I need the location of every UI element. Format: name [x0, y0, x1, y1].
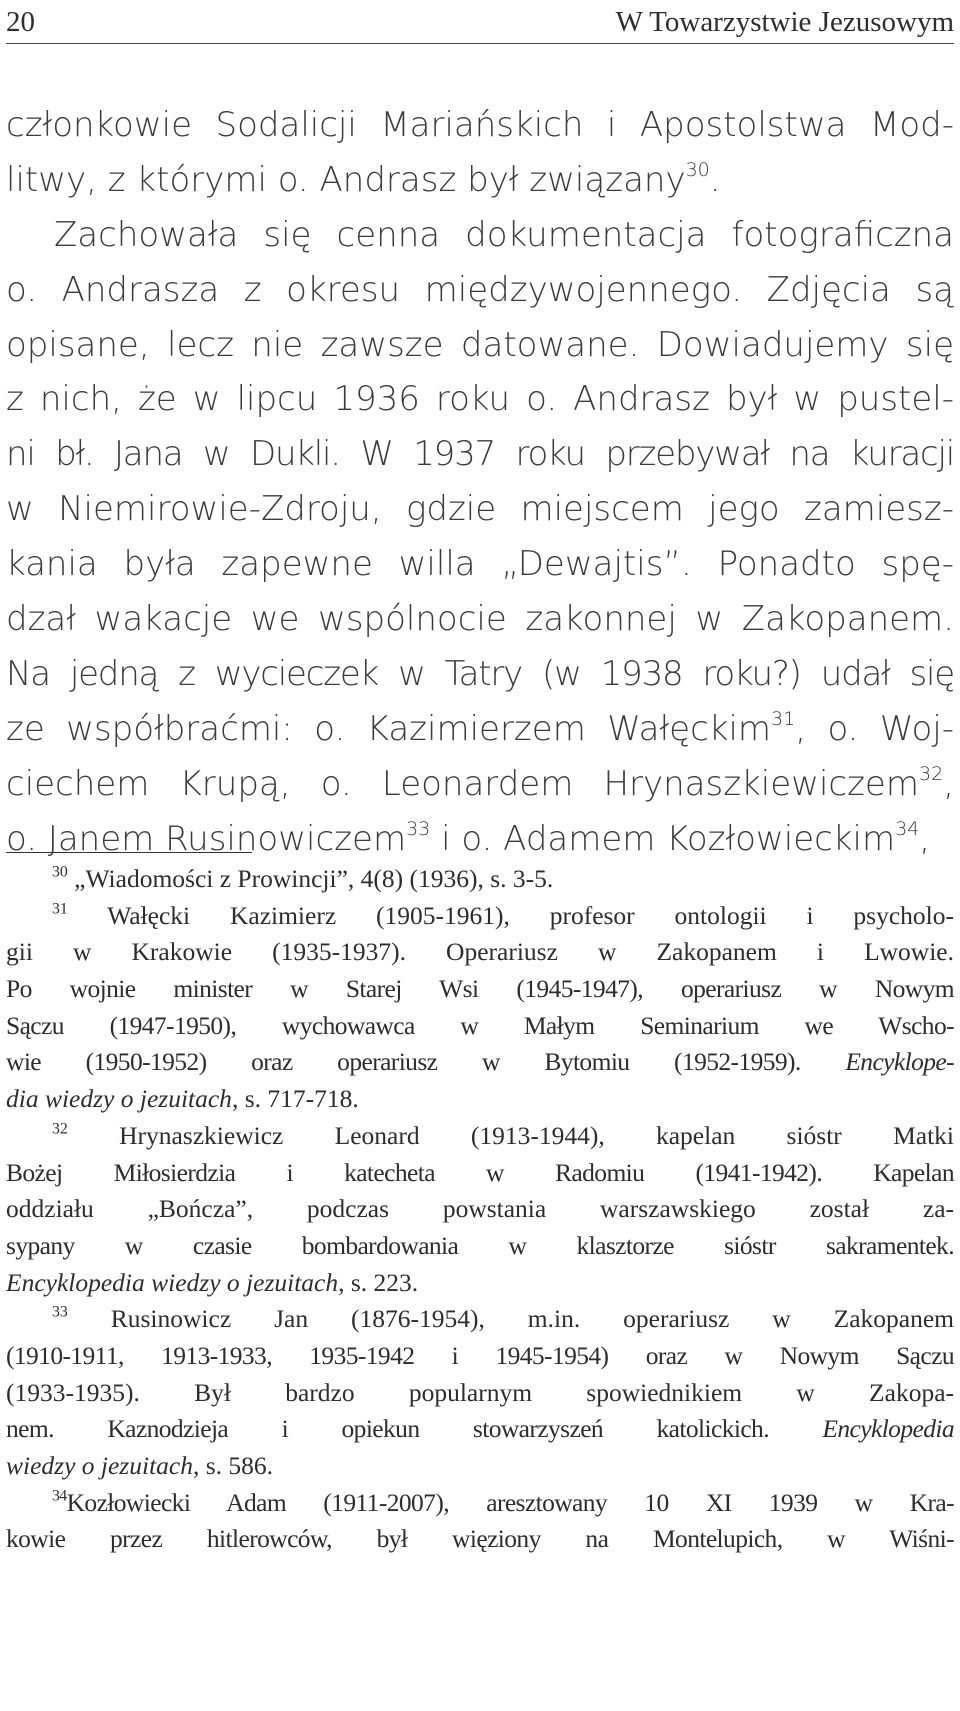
text-line: członkowie Sodalicji Mariańskich i Apostolstwa Mod-: [6, 105, 954, 145]
footnote-32: $^{32}$ Hrynaszkiewicz Leonard (1913-1944), kapelan sióstr Matki: [52, 1120, 954, 1150]
footnote-30: $^{30}$ „Wiadomości z Prowincji”, 4(8) (1936), s. 3-5.: [52, 863, 554, 893]
footnote-31: $^{31}$ Wałęcki Kazimierz (1905-1961), profesor ontologii i psycholo-: [52, 900, 954, 930]
main-text: [6, 98, 954, 866]
text-line: dzał wakacje we wspólnocie zakonnej w Zakopanem.: [6, 599, 954, 640]
footnote-line: Po wojnie minister w Starej Wsi (1945-1947), operariusz w Nowym: [6, 974, 954, 1004]
footnote-ref: 34: [895, 817, 920, 840]
text-line: Zachowała się cenna dokumentacja fotograficzna: [54, 214, 954, 255]
footnote-line: gii w Krakowie (1935-1937). Operariusz w Zakopanem i Lwowie.: [6, 937, 954, 967]
text-line: o. Andrasza z okresu międzywojennego. Zdjęcia są: [6, 269, 954, 310]
footnote-line: Sączu (1947-1950), wychowawca w Małym Seminarium we Wscho-: [6, 1010, 954, 1040]
footnote-line: nem. Kaznodzieja i opiekun stowarzyszeń katolickich. Encyklopedia: [6, 1414, 954, 1444]
text-line: ze współbraćmi: o. Kazimierzem Wałęckim$^{31}$, o. Woj-: [6, 707, 954, 749]
footnote-number: 33: [52, 1303, 68, 1321]
text-line: opisane, lecz nie zawsze datowane. Dowiadujemy się: [6, 324, 954, 365]
text-line: ni bł. Jana w Dukli. W 1937 roku przebywał na kuracji: [6, 434, 954, 475]
footnote-ref: 33: [406, 817, 431, 840]
running-header: [6, 0, 954, 40]
header-rule: [6, 43, 954, 44]
footnote-number: 32: [52, 1120, 68, 1138]
footnote-number: 31: [52, 900, 68, 918]
page-number: 20: [6, 6, 35, 38]
footnotes: [6, 861, 954, 1558]
footnote-line: wiedzy o jezuitach, s. 586.: [6, 1451, 274, 1480]
footnote-33: $^{33}$ Rusinowicz Jan (1876-1954), m.in. operariusz w Zakopanem: [52, 1303, 954, 1334]
footnote-line: kowie przez hitlerowców, był więziony na Montelupich, w Wiśni-: [6, 1524, 954, 1554]
text-line: Na jedną z wycieczek w Tatry (w 1938 roku?) udał się: [6, 653, 954, 694]
footnote-separator: [6, 852, 252, 853]
footnote-line: wie (1950-1952) oraz operariusz w Bytomiu (1952-1959). Encyklope-: [6, 1047, 954, 1077]
text-line: w Niemirowie-Zdroju, gdzie miejscem jego zamiesz-: [6, 489, 954, 530]
footnote-line: Encyklopedia wiedzy o jezuitach, s. 223.: [6, 1267, 419, 1297]
footnote-ref: 32: [918, 762, 944, 785]
footnote-line: (1910-1911, 1913-1933, 1935-1942 i 1945-1954) oraz w Nowym Sączu: [6, 1340, 954, 1370]
footnote-ref: 31: [771, 707, 796, 730]
footnote-ref: 30: [685, 158, 710, 181]
text-line: ciechem Krupą, o. Leonardem Hrynaszkiewiczem$^{32}$,: [6, 762, 954, 804]
text-line: z nich, że w lipcu 1936 roku o. Andrasz był w pustel-: [6, 379, 954, 420]
footnote-34: $^{34}$Kozłowiecki Adam (1911-2007), aresztowany 10 XI 1939 w Kra-: [52, 1487, 954, 1517]
footnote-line: (1933-1935). Był bardzo popularnym spowiednikiem w Zakopa-: [6, 1377, 954, 1407]
text-line: litwy, z którymi o. Andrasz był związany$^{30}$.: [6, 158, 721, 200]
running-title: W Towarzystwie Jezusowym: [615, 6, 954, 38]
footnote-line: dia wiedzy o jezuitach, s. 717-718.: [6, 1084, 359, 1114]
text-line: kania była zapewne willa „Dewajtis”. Ponadto spę-: [6, 544, 954, 585]
footnote-line: Bożej Miłosierdzia i katecheta w Radomiu (1941-1942). Kapelan: [6, 1157, 954, 1187]
footnote-line: sypany w czasie bombardowania w klasztorze sióstr sakramentek.: [6, 1230, 954, 1260]
footnote-number: 34: [52, 1487, 67, 1505]
footnote-number: 30: [52, 863, 68, 881]
footnote-line: oddziału „Bończa”, podczas powstania warszawskiego został za-: [6, 1194, 954, 1224]
text-line: o. Janem Rusinowiczem$^{33}$ i o. Adamem Kozłowieckim$^{34}$,: [6, 817, 931, 859]
